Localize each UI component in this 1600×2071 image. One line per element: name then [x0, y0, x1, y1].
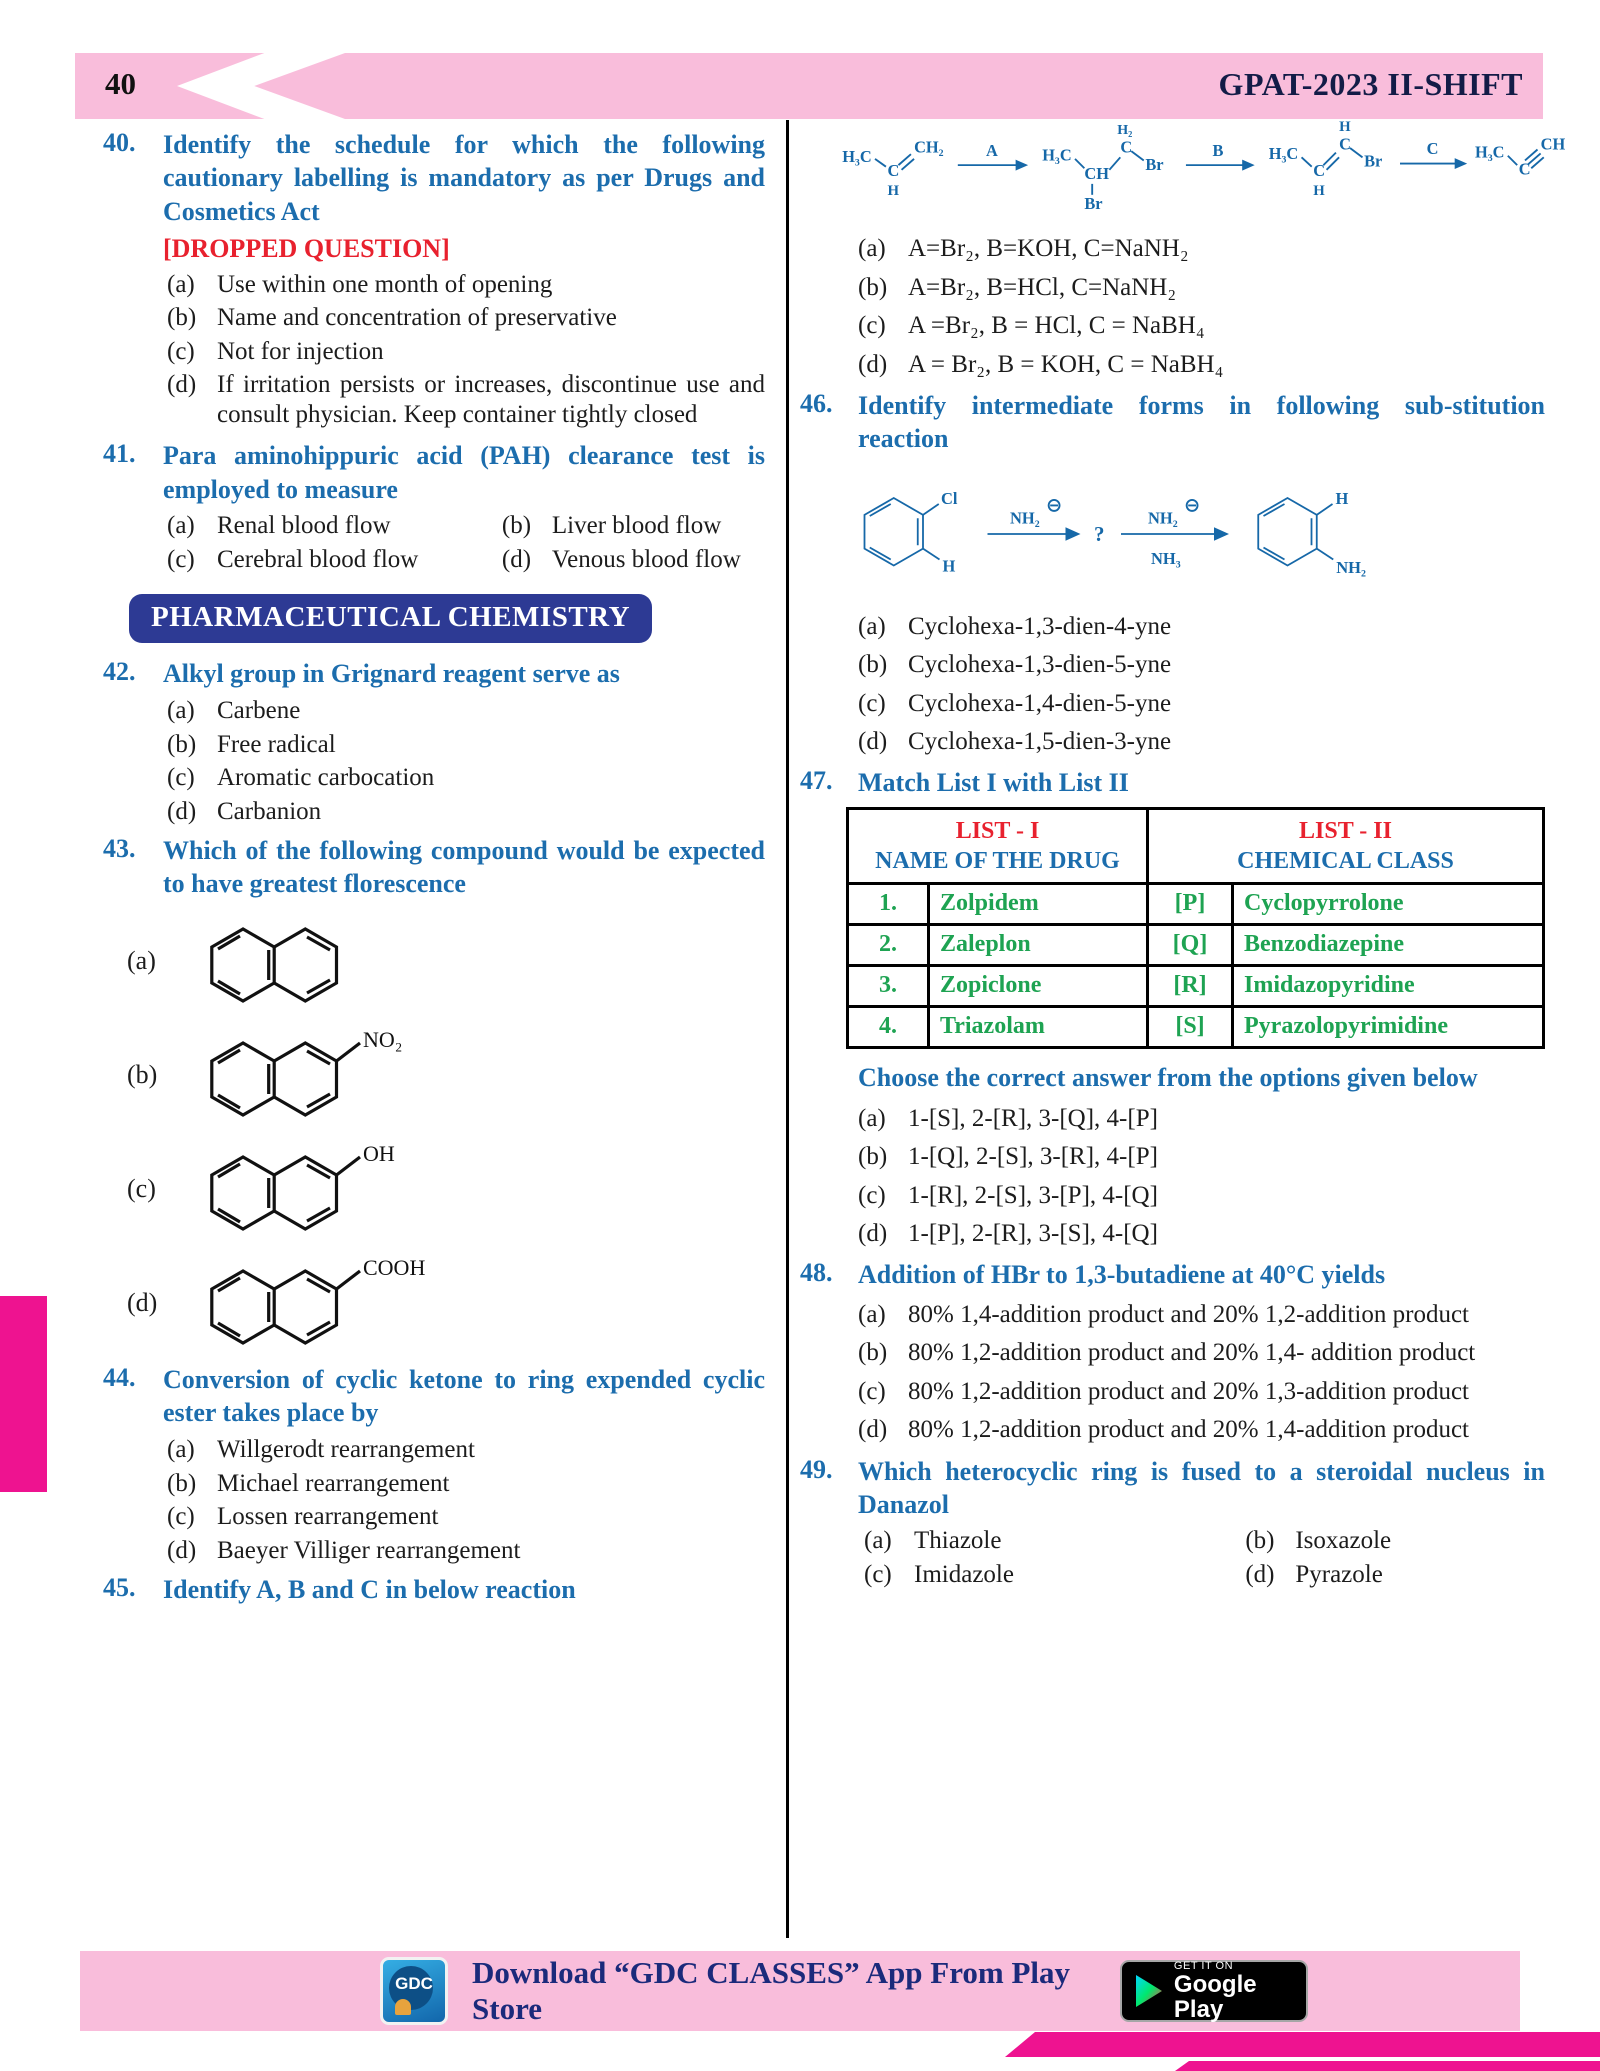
- option: [858, 689, 1545, 719]
- chemical-class: Imidazopyridine: [1233, 965, 1544, 1006]
- option-text: 1-[S], 2-[R], 3-[Q], 4-[P]: [908, 1104, 1158, 1132]
- option: [858, 1219, 1545, 1249]
- option: [858, 1142, 1545, 1172]
- option: [167, 370, 765, 429]
- substituent-label: NO₂: [363, 1026, 403, 1052]
- option-marker: (d): [1245, 1561, 1275, 1589]
- option-text: Imidazole: [914, 1561, 1014, 1589]
- chevron-left-icon: [177, 53, 345, 119]
- svg-text:Br: Br: [1084, 193, 1103, 213]
- svg-text:C: C: [1313, 161, 1326, 181]
- chemical-class: Benzodiazepine: [1233, 924, 1544, 965]
- naphthalene-structure: [185, 1021, 505, 1129]
- option: [167, 270, 765, 300]
- svg-text:Br: Br: [1145, 154, 1164, 174]
- option-marker: (c): [167, 1503, 195, 1531]
- option-text: Thiazole: [914, 1527, 1002, 1555]
- svg-text:Br: Br: [1364, 151, 1383, 171]
- header-band: [75, 53, 1543, 119]
- structure-option-b: [127, 1021, 765, 1129]
- option: [864, 1561, 1245, 1589]
- question-text: Which heterocyclic ring is fused to a steroidal nucleus in Danazol: [858, 1456, 1545, 1520]
- option-text: Baeyer Villiger rearrangement: [217, 1536, 521, 1564]
- play-badge-text: [1174, 1960, 1306, 2022]
- row-key: [S]: [1148, 1006, 1233, 1047]
- option: [1245, 1527, 1545, 1555]
- propene-structure: [842, 138, 943, 199]
- question-text: Addition of HBr to 1,3-butadiene at 40°C yields: [858, 1259, 1386, 1289]
- option: [167, 303, 765, 333]
- option-text: Aromatic carbocation: [217, 764, 435, 792]
- get-it-on-label: GET IT ON: [1173, 1959, 1234, 1972]
- option-text: 80% 1,2-addition product and 20% 1,4-addition product: [908, 1416, 1469, 1444]
- dibromopropane-structure: [1042, 122, 1163, 213]
- table-row: [848, 965, 1544, 1006]
- drug-name: Zolpidem: [929, 883, 1148, 924]
- option-marker: (c): [167, 764, 195, 792]
- option-text: 80% 1,2-addition product and 20% 1,3-addition product: [908, 1377, 1469, 1405]
- option-marker: (a): [167, 1436, 195, 1464]
- question-text: Conversion of cyclic ketone to ring expended cyclic ester takes place by: [163, 1364, 765, 1427]
- row-number: 2.: [848, 924, 929, 965]
- table-row: [848, 883, 1544, 924]
- reaction-scheme-q45: [840, 112, 1566, 213]
- list1-header: [848, 808, 1148, 883]
- question-number: 42.: [103, 656, 136, 686]
- option-marker: (a): [858, 612, 886, 640]
- svg-text:C: C: [1518, 159, 1531, 179]
- option-text: Lossen rearrangement: [217, 1503, 439, 1531]
- option-marker: (c): [858, 312, 886, 339]
- download-app-text: Download “GDC CLASSES” App From Play Store: [472, 1955, 1071, 2026]
- option-marker: (a): [127, 945, 156, 975]
- option: [858, 273, 1545, 303]
- chemical-class: Pyrazolopyrimidine: [1233, 1006, 1544, 1047]
- gdc-app-icon: [380, 1957, 448, 2025]
- row-number: 4.: [848, 1006, 929, 1047]
- structure-option-d: [127, 1249, 765, 1357]
- drug-name: Triazolam: [929, 1006, 1148, 1047]
- option-text: Cyclohexa-1,3-dien-5-yne: [908, 651, 1172, 679]
- option-text: Pyrazole: [1295, 1561, 1383, 1589]
- option: [167, 1502, 765, 1532]
- question-number: 46.: [800, 389, 833, 418]
- option: [167, 696, 765, 726]
- option: [858, 1415, 1545, 1445]
- svg-text:CH₂: CH₂: [914, 137, 944, 157]
- page-number: 40: [105, 66, 136, 101]
- option-marker: (d): [167, 371, 197, 399]
- option: [502, 546, 765, 574]
- svg-text:CH: CH: [1084, 164, 1109, 184]
- option-text: Liver blood flow: [551, 511, 722, 539]
- option-text: A =Br₂, B = HCl, C = NaBH₄: [908, 312, 1205, 339]
- option-marker: (c): [864, 1561, 892, 1589]
- footer-band: [80, 1951, 1520, 2031]
- row-key: [Q]: [1148, 924, 1233, 965]
- question-number: 41.: [103, 439, 136, 469]
- option-marker: (c): [858, 1377, 886, 1405]
- svg-text:C: C: [1339, 134, 1351, 154]
- drug-name: Zaleplon: [929, 924, 1148, 965]
- option-text: Use within one month of opening: [217, 270, 553, 298]
- option-text: A=Br₂, B=HCl, C=NaNH₂: [908, 273, 1177, 301]
- option: [858, 727, 1545, 757]
- option-text: Name and concentration of preservative: [217, 304, 617, 332]
- option-text: Willgerodt rearrangement: [217, 1436, 475, 1464]
- question-number: 40.: [103, 128, 136, 157]
- option-row: [864, 1561, 1545, 1589]
- row-number: 1.: [848, 883, 929, 924]
- question-text: Which of the following compound would be expected to have greatest florescence: [163, 836, 765, 899]
- option-row: [864, 1527, 1545, 1555]
- section-banner: PHARMACEUTICAL CHEMISTRY: [129, 594, 652, 643]
- option-marker: (b): [167, 730, 197, 758]
- option-text: Cyclohexa-1,5-dien-3-yne: [908, 728, 1172, 756]
- question-44: [103, 1363, 765, 1430]
- question-number: 48.: [800, 1257, 833, 1287]
- propyne-structure: [1475, 135, 1565, 179]
- option-marker: (d): [127, 1287, 158, 1317]
- structure-option-a: [127, 907, 765, 1015]
- svg-text:H: H: [942, 556, 956, 576]
- arrow-nh2: [988, 495, 1081, 540]
- naphthalene-structure: [185, 907, 505, 1015]
- option-marker: (a): [167, 270, 195, 298]
- option-marker: (d): [501, 545, 532, 573]
- gdc-icon-label: GDC: [395, 1974, 433, 1993]
- svg-text:H₃C: H₃C: [1475, 142, 1505, 162]
- svg-text:H₃C: H₃C: [1268, 143, 1299, 163]
- question-42: [103, 657, 765, 690]
- option-text: 1-[Q], 2-[S], 3-[R], 4-[P]: [908, 1143, 1158, 1171]
- chemical-class: Cyclopyrrolone: [1233, 883, 1544, 924]
- option-marker: (b): [167, 1469, 197, 1497]
- option-marker: (c): [167, 337, 195, 365]
- option-text: If irritation persists or increases, discontinue use and consult physician. Keep container tightly closed: [217, 371, 765, 428]
- svg-text:NH₂: NH₂: [1336, 557, 1366, 577]
- option-marker: (c): [858, 689, 886, 717]
- svg-text:B: B: [1212, 140, 1224, 160]
- chlorobenzene-structure: [865, 489, 958, 576]
- option: [858, 1181, 1545, 1211]
- option: [858, 1104, 1545, 1134]
- arrow-a: [958, 141, 1028, 171]
- option: [858, 612, 1545, 642]
- option-marker: (b): [858, 1143, 888, 1171]
- svg-text:Cl: Cl: [941, 488, 958, 508]
- question-49: [800, 1455, 1545, 1522]
- option: [858, 650, 1545, 680]
- question-text: Identify A, B and C in below reaction: [163, 1575, 576, 1605]
- option: [167, 797, 765, 827]
- svg-text:NH₂: NH₂: [1010, 508, 1040, 528]
- naphthalene-structure: [185, 1135, 505, 1243]
- option-text: Cyclohexa-1,4-dien-5-yne: [908, 689, 1172, 717]
- option: [858, 1377, 1545, 1407]
- row-number: 3.: [848, 965, 929, 1006]
- option: [167, 763, 765, 793]
- arrow-c: [1400, 139, 1467, 169]
- question-46: [800, 389, 1545, 456]
- page-title: GPAT-2023 II-SHIFT: [1218, 66, 1523, 102]
- question-40: [103, 128, 765, 228]
- svg-text:H₂: H₂: [1117, 121, 1133, 138]
- option-text: Venous blood flow: [551, 545, 741, 573]
- substituent-label: OH: [363, 1140, 395, 1166]
- question-text: Match List I with List II: [858, 767, 1129, 797]
- bottom-magenta-bar: [1005, 2032, 1600, 2057]
- option-text: 80% 1,4-addition product and 20% 1,2-addition product: [908, 1300, 1469, 1328]
- option-row: [167, 546, 765, 574]
- match-list-table: [846, 807, 1545, 1049]
- aniline-structure: [1258, 489, 1366, 577]
- option: [167, 546, 502, 574]
- option-text: Cyclohexa-1,3-dien-4-yne: [908, 612, 1172, 640]
- google-play-badge[interactable]: [1120, 1960, 1308, 2022]
- option-marker: (b): [858, 273, 888, 301]
- svg-text:NH₃: NH₃: [1151, 548, 1181, 568]
- svg-text:CH: CH: [1540, 134, 1566, 154]
- question-text: Alkyl group in Grignard reagent serve as: [163, 658, 620, 688]
- left-magenta-bar: [0, 1296, 47, 1492]
- option-text: 1-[R], 2-[S], 3-[P], 4-[Q]: [908, 1181, 1158, 1209]
- option: [167, 337, 765, 367]
- question-text: Identify the schedule for which the following cautionary labelling is mandatory as per Drugs and Cosmetics Act: [163, 130, 765, 226]
- option-text: 1-[P], 2-[R], 3-[S], 4-[Q]: [908, 1220, 1158, 1248]
- arrow-nh2-nh3: [1121, 495, 1229, 568]
- question-43: [103, 834, 765, 901]
- option-marker: (a): [167, 511, 195, 539]
- choose-instruction: Choose the correct answer from the options given below: [858, 1062, 1478, 1092]
- option: [167, 1469, 765, 1499]
- option-marker: (b): [167, 304, 197, 332]
- option-marker: (d): [858, 1416, 888, 1444]
- svg-text:H: H: [1313, 182, 1325, 199]
- question-47: [800, 766, 1545, 799]
- question-number: 47.: [800, 765, 833, 795]
- option: [858, 311, 1545, 341]
- question-45: [103, 1573, 765, 1606]
- list2-header: [1148, 808, 1544, 883]
- option-marker: (d): [167, 797, 197, 825]
- reaction-scheme-q46: [830, 468, 1490, 588]
- naphthalene-structure: [185, 1249, 505, 1357]
- option-marker: (d): [858, 1220, 888, 1248]
- list2-title: LIST - II: [1299, 817, 1392, 844]
- option-marker: (b): [127, 1059, 158, 1089]
- svg-text:C: C: [887, 161, 900, 181]
- svg-text:A: A: [985, 140, 998, 160]
- question-41: [103, 439, 765, 506]
- column-divider: [786, 120, 789, 1938]
- svg-text:⊖: ⊖: [1184, 495, 1201, 517]
- option-marker: (a): [167, 697, 195, 725]
- svg-text:C: C: [1426, 139, 1439, 159]
- option-marker: (d): [858, 728, 888, 756]
- question-number: 45.: [103, 1573, 136, 1603]
- svg-text:H: H: [1339, 118, 1351, 135]
- option-marker: (c): [167, 545, 195, 573]
- option-text: Michael rearrangement: [217, 1469, 450, 1497]
- option-marker: (b): [501, 511, 532, 539]
- option-marker: (a): [864, 1527, 892, 1555]
- option: [167, 730, 765, 760]
- question-48: [800, 1258, 1545, 1291]
- option: [167, 1536, 765, 1566]
- option-text: Free radical: [217, 730, 336, 758]
- structure-option-c: [127, 1135, 765, 1243]
- unknown-intermediate: ?: [1094, 521, 1105, 546]
- right-column: [800, 112, 1566, 1595]
- table-row: [848, 1006, 1544, 1047]
- option-marker: (c): [858, 1181, 886, 1209]
- gdc-icon-figure: [395, 1999, 411, 2015]
- option-text: A = Br₂, B = KOH, C = NaBH₄: [908, 350, 1224, 378]
- question-text: Identify intermediate forms in following sub-stitution reaction: [858, 391, 1545, 454]
- question-number: 43.: [103, 834, 136, 864]
- option-marker: (d): [167, 1536, 197, 1564]
- left-column: [103, 128, 765, 1612]
- option: [167, 1435, 765, 1465]
- option-marker: (b): [858, 651, 888, 679]
- option: [167, 512, 502, 540]
- option-text: A=Br₂, B=KOH, C=NaNH₂: [908, 235, 1189, 262]
- row-key: [R]: [1148, 965, 1233, 1006]
- drug-name: Zopiclone: [929, 965, 1148, 1006]
- google-play-label: Google Play: [1173, 1970, 1257, 2023]
- bromopropene-structure: [1269, 119, 1383, 199]
- option: [858, 1300, 1545, 1330]
- option-marker: (b): [1245, 1527, 1275, 1555]
- option: [502, 512, 765, 540]
- svg-text:C: C: [1120, 137, 1133, 157]
- option-text: 80% 1,2-addition product and 20% 1,4- addition product: [908, 1339, 1476, 1367]
- bottom-magenta-bar-thin: [1175, 2061, 1600, 2071]
- svg-text:H: H: [1335, 488, 1349, 508]
- list2-subtitle: CHEMICAL CLASS: [1237, 847, 1454, 874]
- table-row: [848, 924, 1544, 965]
- play-triangle-icon: [1134, 1974, 1164, 2008]
- arrow-b: [1186, 141, 1255, 171]
- svg-text:H₃C: H₃C: [1042, 145, 1072, 165]
- option-marker: (c): [127, 1173, 156, 1203]
- svg-text:⊖: ⊖: [1046, 495, 1063, 517]
- option-marker: (a): [858, 1300, 886, 1328]
- option-text: Cerebral blood flow: [217, 545, 419, 573]
- table-header-row: [848, 808, 1544, 883]
- svg-text:H₃C: H₃C: [842, 147, 872, 166]
- option-marker: (a): [858, 235, 886, 262]
- option: [858, 234, 1545, 264]
- option-text: Renal blood flow: [217, 511, 391, 539]
- option-text: Carbene: [217, 697, 301, 725]
- question-number: 44.: [103, 1362, 136, 1392]
- option-marker: (d): [858, 350, 888, 378]
- option-marker: (a): [858, 1104, 886, 1132]
- svg-text:H: H: [887, 182, 900, 199]
- row-key: [P]: [1148, 883, 1233, 924]
- option: [1245, 1561, 1545, 1589]
- option: [858, 350, 1545, 380]
- option-row: [167, 512, 765, 540]
- option-marker: (b): [858, 1339, 888, 1367]
- option-text: Carbanion: [217, 797, 322, 825]
- list1-subtitle: NAME OF THE DRUG: [875, 847, 1120, 874]
- dropped-question-note: [DROPPED QUESTION]: [163, 233, 450, 263]
- question-text: Para aminohippuric acid (PAH) clearance test is employed to measure: [163, 441, 765, 504]
- substituent-label: COOH: [363, 1254, 426, 1280]
- question-number: 49.: [800, 1454, 833, 1484]
- svg-text:NH₂: NH₂: [1148, 508, 1178, 528]
- list1-title: LIST - I: [955, 817, 1040, 844]
- option-text: Isoxazole: [1295, 1527, 1392, 1555]
- option-text: Not for injection: [217, 337, 384, 365]
- option: [858, 1338, 1545, 1368]
- option: [864, 1527, 1245, 1555]
